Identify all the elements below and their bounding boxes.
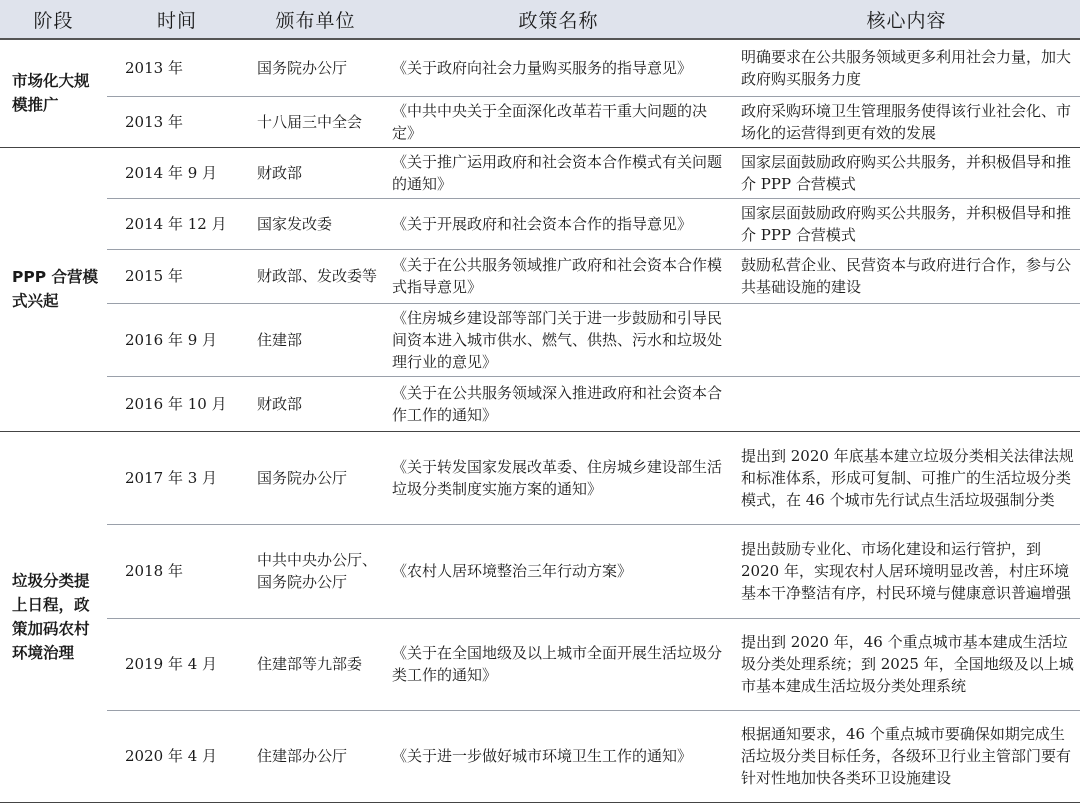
header-stage: 阶段 — [0, 0, 107, 39]
core-cell — [733, 303, 1080, 376]
table-row — [0, 147, 1080, 198]
header-policy: 政策名称 — [384, 0, 733, 39]
stage-cell: PPP 合营模式兴起 — [0, 147, 107, 431]
unit-cell: 国务院办公厅 — [247, 431, 384, 524]
core-cell: 鼓励私营企业、民营资本与政府进行合作，参与公共基础设施的建设 — [733, 249, 1080, 303]
table-row — [0, 249, 1080, 303]
header-core: 核心内容 — [733, 0, 1080, 39]
unit-cell: 国务院办公厅 — [247, 39, 384, 96]
time-cell: 2020 年 4 月 — [107, 710, 247, 802]
core-cell: 国家层面鼓励政府购买公共服务，并积极倡导和推介 PPP 合营模式 — [733, 147, 1080, 198]
table-row — [0, 96, 1080, 147]
time-cell: 2016 年 9 月 — [107, 303, 247, 376]
core-cell: 政府采购环境卫生管理服务使得该行业社会化、市场化的运营得到更有效的发展 — [733, 96, 1080, 147]
time-cell: 2015 年 — [107, 249, 247, 303]
policy-cell: 《农村人居环境整治三年行动方案》 — [384, 524, 733, 618]
header-unit: 颁布单位 — [247, 0, 384, 39]
policy-cell: 《关于在全国地级及以上城市全面开展生活垃圾分类工作的通知》 — [384, 618, 733, 710]
time-cell: 2016 年 10 月 — [107, 376, 247, 431]
time-cell: 2017 年 3 月 — [107, 431, 247, 524]
policy-cell: 《住房城乡建设部等部门关于进一步鼓励和引导民间资本进入城市供水、燃气、供热、污水和垃圾处理行业的意见》 — [384, 303, 733, 376]
core-cell — [733, 376, 1080, 431]
time-cell: 2014 年 12 月 — [107, 198, 247, 249]
policy-cell: 《关于开展政府和社会资本合作的指导意见》 — [384, 198, 733, 249]
header-row — [0, 0, 1080, 39]
unit-cell: 财政部 — [247, 376, 384, 431]
stage-cell: 垃圾分类提上日程，政策加码农村环境治理 — [0, 431, 107, 802]
unit-cell: 住建部 — [247, 303, 384, 376]
table-row — [0, 710, 1080, 802]
table-row — [0, 431, 1080, 524]
unit-cell: 十八届三中全会 — [247, 96, 384, 147]
time-cell: 2019 年 4 月 — [107, 618, 247, 710]
core-cell: 提出鼓励专业化、市场化建设和运行管护，到 2020 年，实现农村人居环境明显改善，村庄环境基本干净整洁有序，村民环境与健康意识普遍增强 — [733, 524, 1080, 618]
policy-cell: 《关于进一步做好城市环境卫生工作的通知》 — [384, 710, 733, 802]
table-row — [0, 39, 1080, 96]
table-row — [0, 524, 1080, 618]
table-row — [0, 198, 1080, 249]
table-row — [0, 376, 1080, 431]
table-row — [0, 618, 1080, 710]
policy-cell: 《中共中央关于全面深化改革若干重大问题的决定》 — [384, 96, 733, 147]
core-cell: 提出到 2020 年底基本建立垃圾分类相关法律法规和标准体系，形成可复制、可推广的生活垃圾分类模式，在 46 个城市先行试点生活垃圾强制分类 — [733, 431, 1080, 524]
time-cell: 2018 年 — [107, 524, 247, 618]
policy-cell: 《关于政府向社会力量购买服务的指导意见》 — [384, 39, 733, 96]
time-cell: 2013 年 — [107, 96, 247, 147]
time-cell: 2013 年 — [107, 39, 247, 96]
unit-cell: 住建部办公厅 — [247, 710, 384, 802]
stage-cell: 市场化大规模推广 — [0, 39, 107, 147]
header-time: 时间 — [107, 0, 247, 39]
table-row — [0, 303, 1080, 376]
unit-cell: 住建部等九部委 — [247, 618, 384, 710]
core-cell: 国家层面鼓励政府购买公共服务，并积极倡导和推介 PPP 合营模式 — [733, 198, 1080, 249]
unit-cell: 中共中央办公厅、国务院办公厅 — [247, 524, 384, 618]
core-cell: 明确要求在公共服务领域更多利用社会力量，加大政府购买服务力度 — [733, 39, 1080, 96]
core-cell: 提出到 2020 年，46 个重点城市基本建成生活垃圾分类处理系统；到 2025 年，全国地级及以上城市基本建成生活垃圾分类处理系统 — [733, 618, 1080, 710]
core-cell: 根据通知要求，46 个重点城市要确保如期完成生活垃圾分类目标任务，各级环卫行业主管部门要有针对性地加快各类环卫设施建设 — [733, 710, 1080, 802]
policy-cell: 《关于推广运用政府和社会资本合作模式有关问题的通知》 — [384, 147, 733, 198]
policy-cell: 《关于在公共服务领域推广政府和社会资本合作模式指导意见》 — [384, 249, 733, 303]
unit-cell: 国家发改委 — [247, 198, 384, 249]
unit-cell: 财政部 — [247, 147, 384, 198]
policy-cell: 《关于转发国家发展改革委、住房城乡建设部生活垃圾分类制度实施方案的通知》 — [384, 431, 733, 524]
unit-cell: 财政部、发改委等 — [247, 249, 384, 303]
time-cell: 2014 年 9 月 — [107, 147, 247, 198]
policy-cell: 《关于在公共服务领域深入推进政府和社会资本合作工作的通知》 — [384, 376, 733, 431]
